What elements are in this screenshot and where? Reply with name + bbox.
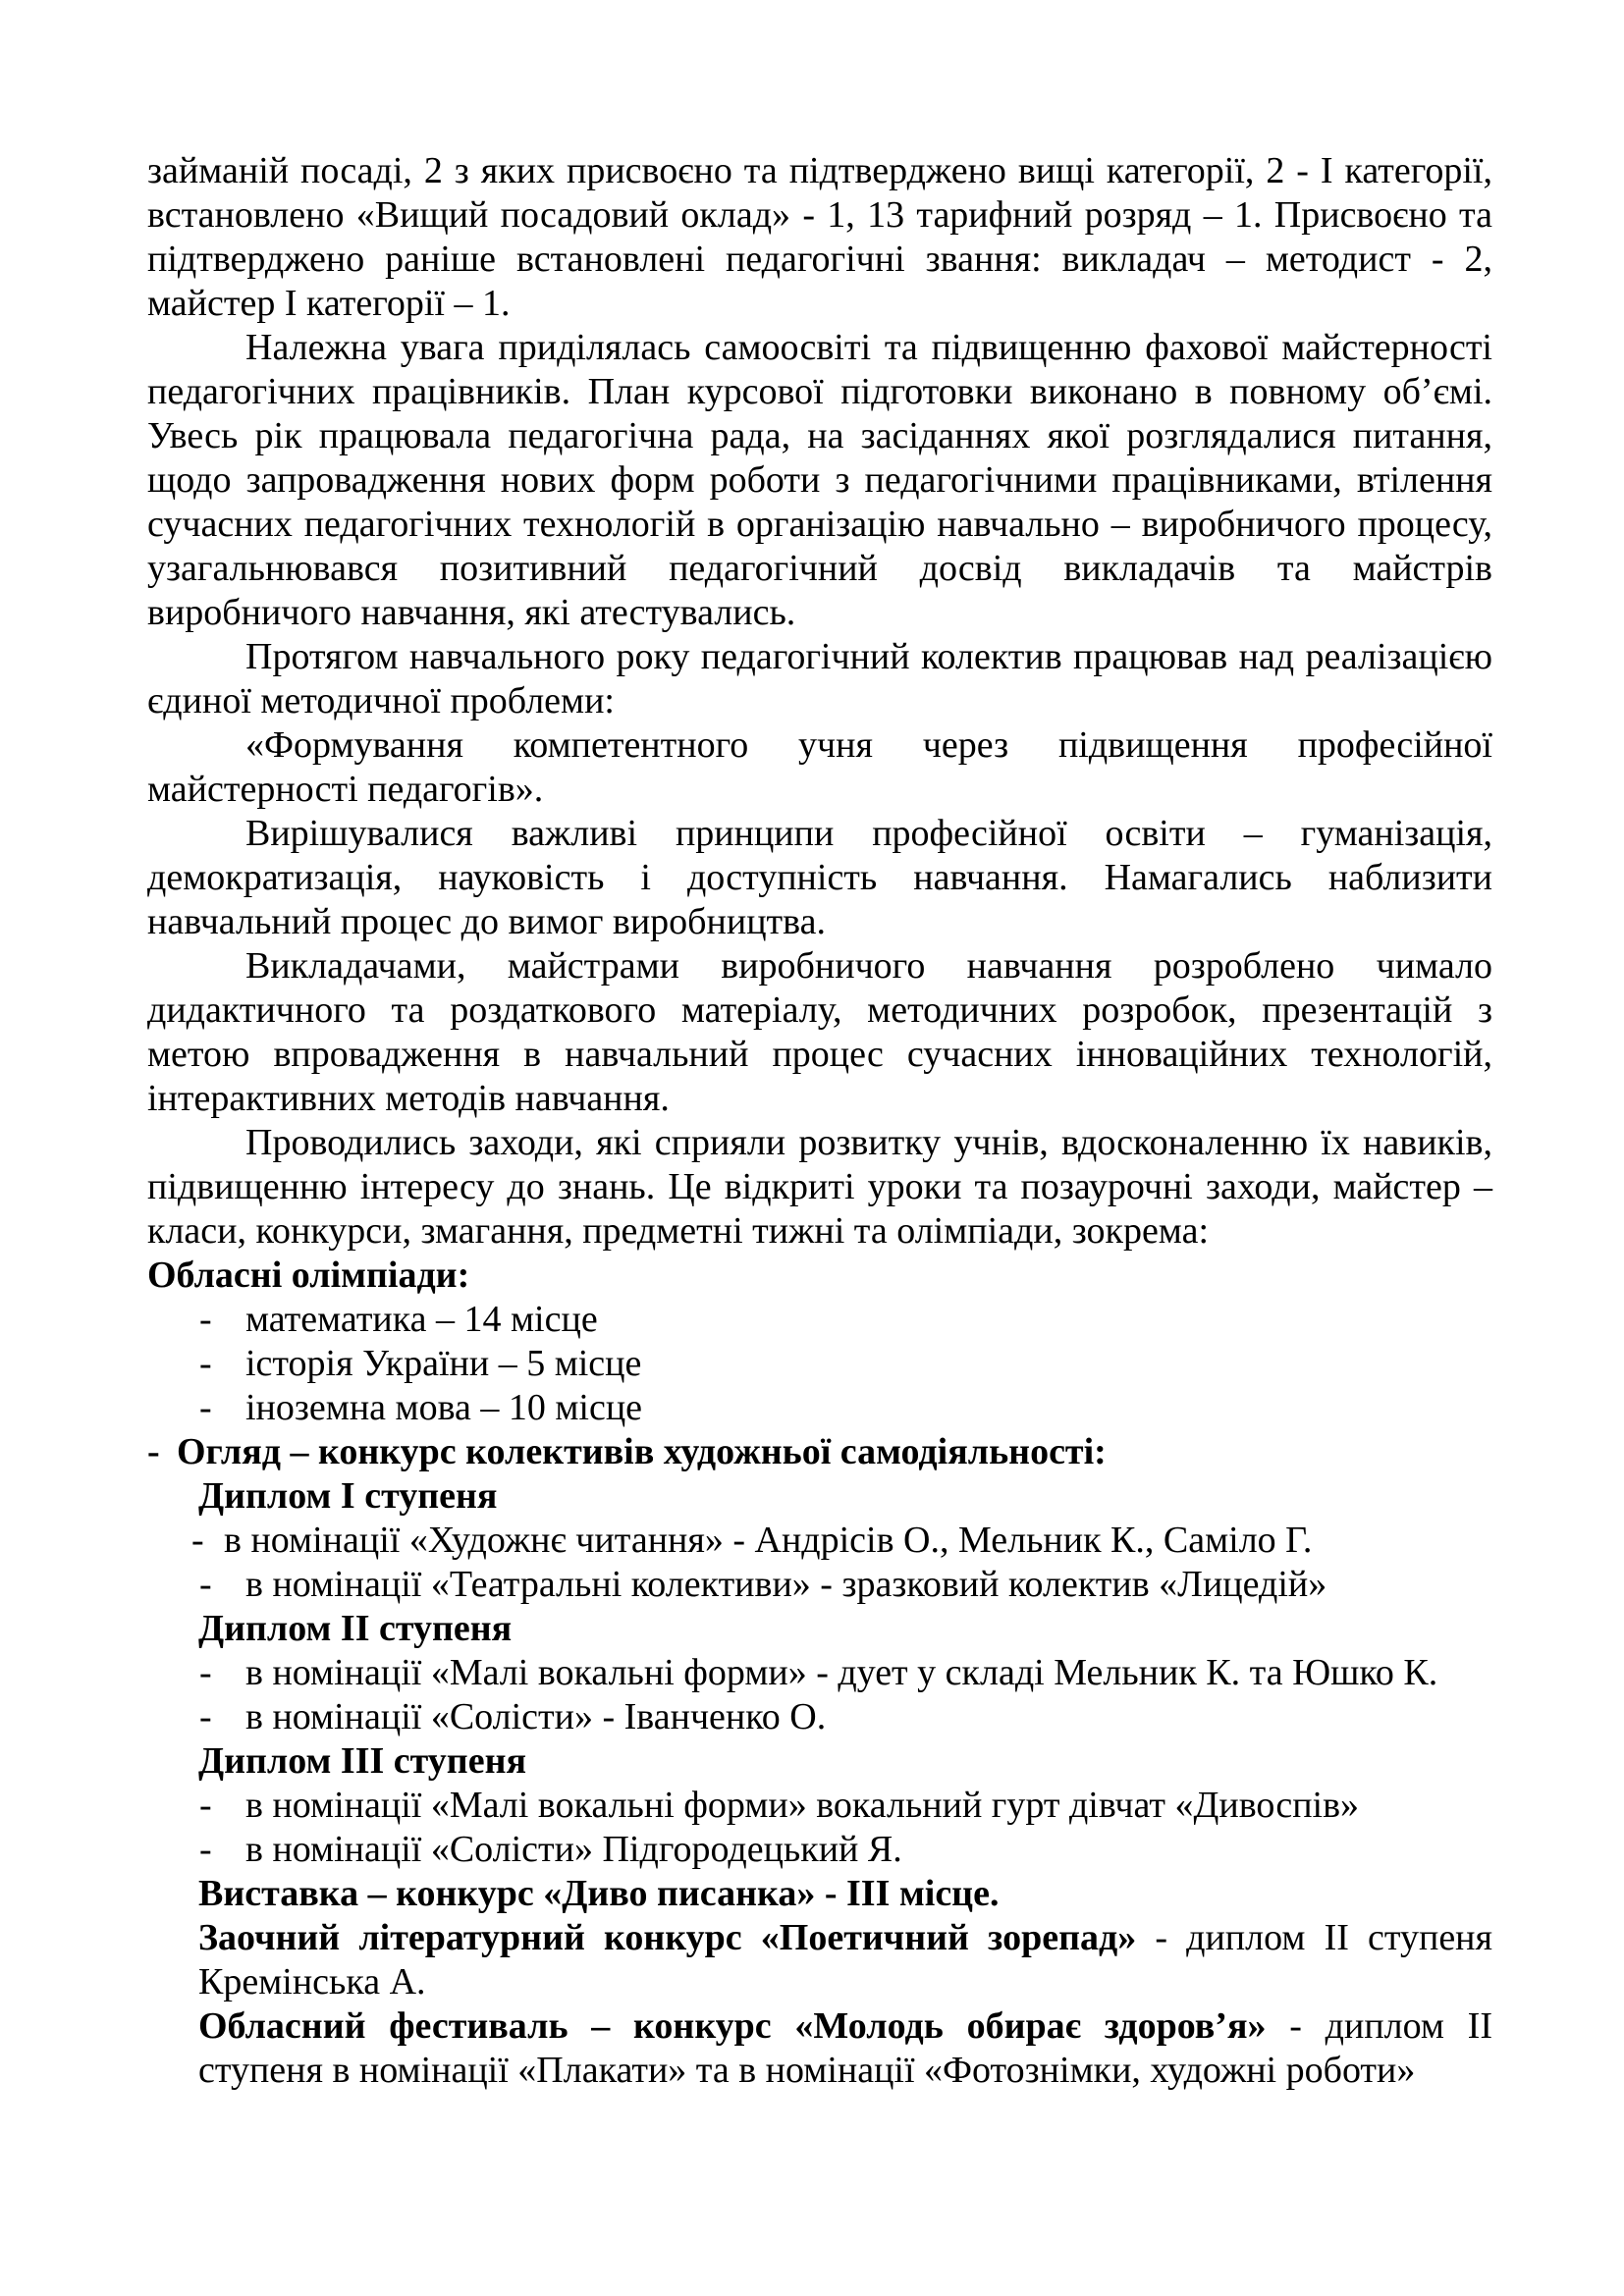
- text-run: в номінації «Солісти» Підгородецький Я.: [245, 1829, 902, 1870]
- text-run: Обласні олімпіади:: [147, 1255, 470, 1296]
- paragraph: [147, 812, 1492, 944]
- list-item: [199, 1342, 1492, 1386]
- text-run: займаній посаді, 2 з яких присвоєно та підтверджено вищі категорії, 2 - І категорії, встановлено «Вищий посадовий оклад» - 1, 13 тарифний розряд – 1. Присвоєно та підтверджено раніше встановлені педагогічні звання: викладач – методист - 2, майстер І категорії – 1.: [147, 150, 1492, 324]
- list-dash: -: [147, 1431, 160, 1472]
- paragraph: [147, 1121, 1492, 1254]
- list-dash: -: [199, 1696, 212, 1737]
- list-dash: -: [199, 1299, 212, 1340]
- text-run: Викладачами, майстрами виробничого навчання розроблено чимало дидактичного та роздаткового матеріалу, методичних розробок, презентацій з метою впровадження в навчальний процес сучасних інноваційних технологій, інтерактивних методів навчання.: [147, 945, 1492, 1119]
- text-run: в номінації «Малі вокальні форми» - дует у складі Мельник К. та Юшко К.: [245, 1652, 1438, 1693]
- list-dash: -: [199, 1829, 212, 1870]
- paragraph: [147, 944, 1492, 1121]
- list-dash: -: [199, 1652, 212, 1693]
- list-dash: -: [199, 1564, 212, 1605]
- text-run: - диплом ІІ ступеня в номінації «Плакати» та в номінації «Фотознімки, художні роботи»: [198, 2005, 1492, 2091]
- text-run: Диплом І ступеня: [198, 1475, 498, 1517]
- text-run: Огляд – конкурс колективів художньої самодіяльності:: [177, 1431, 1107, 1472]
- text-run: Обласний фестиваль – конкурс «Молодь обирає здоров’я»: [198, 2005, 1267, 2047]
- text-run: Виставка – конкурс «Диво писанка» - ІІІ місце.: [198, 1873, 1000, 1914]
- text-run: в номінації «Малі вокальні форми» вокальний гурт дівчат «Дивоспів»: [245, 1785, 1360, 1826]
- text-run: Диплом ІІ ступеня: [198, 1608, 513, 1649]
- list-item: [199, 1298, 1492, 1342]
- heading-ohliad-konkurs: [147, 1430, 1492, 1474]
- list-dash: -: [191, 1520, 204, 1561]
- text-run: Належна увага приділялась самоосвіті та підвищенню фахової майстерності педагогічних працівників. План курсової підготовки виконано в повному об’ємі. Увесь рік працювала педагогічна рада, на засіданнях якої розглядалися питання, щодо запровадження нових форм роботи з педагогічними працівниками, втілення сучасних педагогічних технологій в організацію навчально – виробничого процесу, узагальнювався позитивний педагогічний досвід викладачів та майстрів виробничого навчання, які атестувались.: [147, 327, 1492, 633]
- heading-dyplom-2: [198, 1607, 1492, 1651]
- paragraph-oblasnyi-festyval: [198, 2004, 1492, 2093]
- list-item: [199, 1651, 1492, 1695]
- list-item: [199, 1563, 1492, 1607]
- heading-oblasni-olimpiady: [147, 1254, 1492, 1298]
- paragraph: [147, 326, 1492, 635]
- text-run: «Формування компетентного учня через підвищення професійної майстерності педагогів».: [147, 724, 1492, 810]
- heading-dyplom-1: [198, 1474, 1492, 1519]
- text-run: Заочний літературний конкурс «Поетичний зорепад»: [198, 1917, 1137, 1958]
- list-dash: -: [199, 1785, 212, 1826]
- text-run: Протягом навчального року педагогічний колектив працював над реалізацією єдиної методичної проблеми:: [147, 636, 1492, 721]
- text-run: Вирішувалися важливі принципи професійної освіти – гуманізація, демократизація, науковість і доступність навчання. Намагались наблизити навчальний процес до вимог виробництва.: [147, 813, 1492, 942]
- paragraph: [147, 635, 1492, 723]
- text-run: в номінації «Театральні колективи» - зразковий колектив «Лицедій»: [245, 1564, 1327, 1605]
- list-item: [199, 1828, 1492, 1872]
- paragraph: [147, 149, 1492, 326]
- text-run: в номінації «Художнє читання» - Андрісів О., Мельник К., Саміло Г.: [224, 1520, 1313, 1561]
- text-run: математика – 14 місце: [245, 1299, 598, 1340]
- text-run: Диплом ІІІ ступеня: [198, 1740, 527, 1782]
- text-run: іноземна мова – 10 місце: [245, 1387, 643, 1428]
- list-item: [191, 1519, 1492, 1563]
- list-item: [199, 1386, 1492, 1430]
- heading-dyplom-3: [198, 1739, 1492, 1784]
- text-run: історія України – 5 місце: [245, 1343, 642, 1384]
- text-run: - диплом ІІ ступеня Кремінська А.: [198, 1917, 1493, 2002]
- list-item: [199, 1784, 1492, 1828]
- paragraph: [147, 723, 1492, 812]
- text-run: в номінації «Солісти» - Іванченко О.: [245, 1696, 827, 1737]
- heading-vystavka: [198, 1872, 1492, 1916]
- list-dash: -: [199, 1343, 212, 1384]
- list-dash: -: [199, 1387, 212, 1428]
- paragraph-zaochnyi: [198, 1916, 1492, 2004]
- list-item: [199, 1695, 1492, 1739]
- text-run: Проводились заходи, які сприяли розвитку учнів, вдосконаленню їх навиків, підвищенню інтересу до знань. Це відкриті уроки та позаурочні заходи, майстер – класи, конкурси, змагання, предметні тижні та олімпіади, зокрема:: [147, 1122, 1492, 1252]
